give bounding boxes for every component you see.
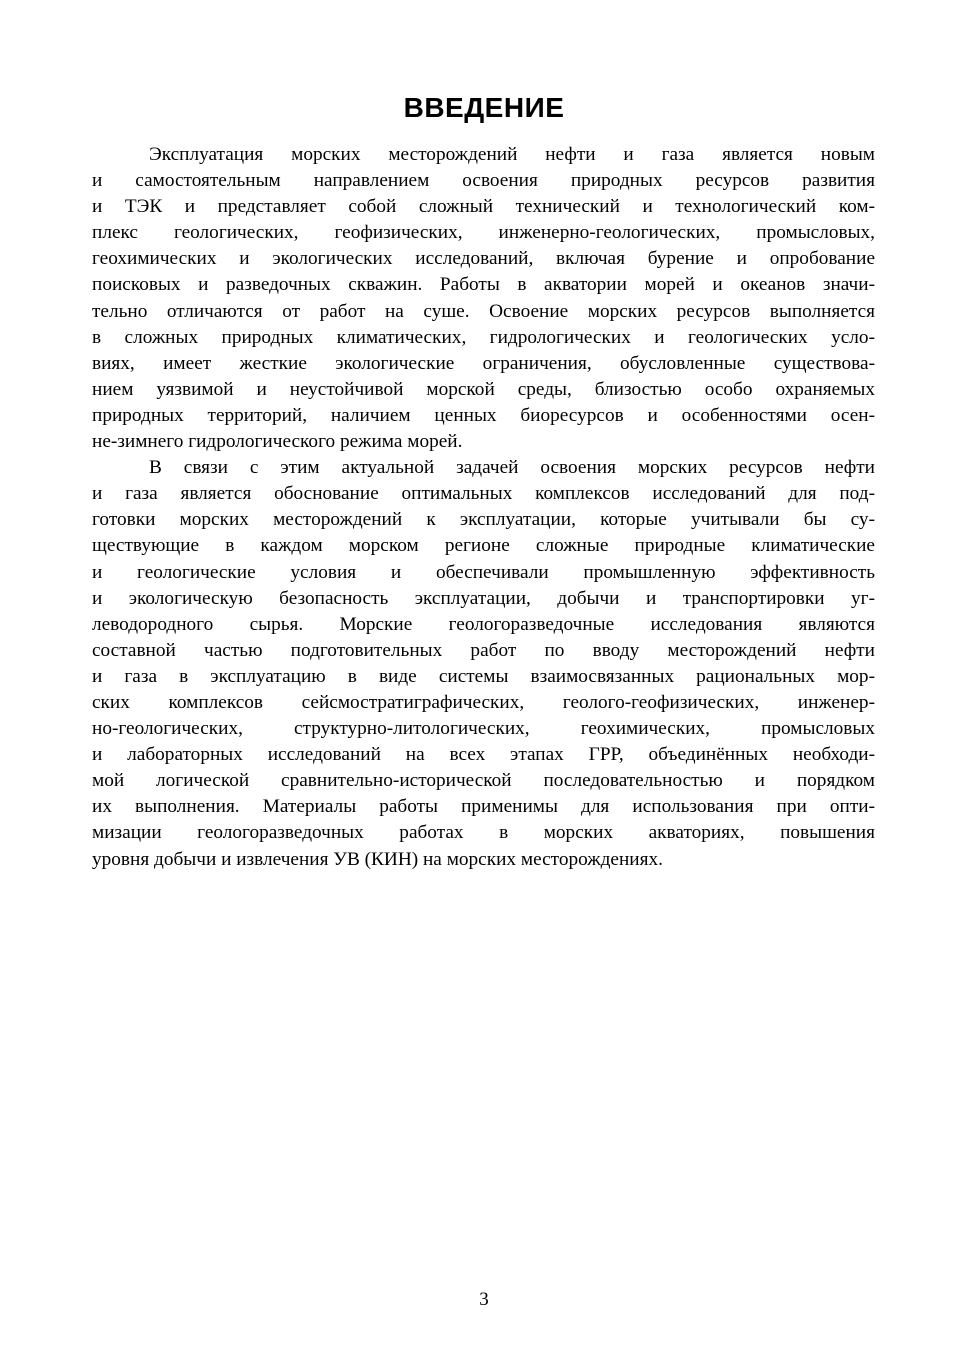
paragraph-2 [92, 455, 875, 873]
paragraph-line: геохимических и экологических исследований, включая бурение и опробование [92, 248, 875, 270]
paragraph-line: поисковых и разведочных скважин. Работы в акватории морей и океанов значи- [92, 274, 875, 296]
paragraph-line: Эксплуатация морских месторождений нефти и газа является новым [149, 144, 875, 165]
paragraph-line: виях, имеет жесткие экологические ограничения, обусловленные существова- [92, 352, 875, 374]
paragraph-line: и газа является обоснование оптимальных комплексов исследований для под- [92, 483, 875, 505]
page-number: 3 [479, 1289, 489, 1310]
paragraph-line: мизации геологоразведочных работах в морских акваториях, повышения [92, 822, 875, 844]
paragraph-line: природных территорий, наличием ценных биоресурсов и особенностями осен- [92, 404, 875, 426]
paragraph-line: ществующие в каждом морском регионе сложные природные климатические [92, 535, 875, 557]
paragraph-line: нием уязвимой и неустойчивой морской среды, близостью особо охраняемых [92, 378, 875, 400]
paragraph-line: и ТЭК и представляет собой сложный технический и технологический ком- [92, 196, 875, 218]
paragraph-line: и экологическую безопасность эксплуатации, добычи и транспортировки уг- [92, 587, 875, 609]
paragraph-line: ских комплексов сейсмостратиграфических, геолого-геофизических, инженер- [92, 691, 875, 713]
paragraph-line: составной частью подготовительных работ по вводу месторождений нефти [92, 639, 875, 661]
paragraph-line: В связи с этим актуальной задачей освоения морских ресурсов нефти [149, 457, 875, 479]
body-text [92, 142, 875, 873]
paragraph-line: мой логической сравнительно-исторической последовательностью и порядком [92, 770, 875, 792]
page-title: ВВЕДЕНИЕ [403, 92, 565, 123]
paragraph-line: но-геологических, структурно-литологических, геохимических, промысловых [92, 718, 875, 740]
paragraph-line: готовки морских месторождений к эксплуатации, которые учитывали бы су- [92, 509, 875, 531]
paragraph-line: в сложных природных климатических, гидрологических и геологических усло- [92, 326, 875, 348]
paragraph-line: уровня добычи и извлечения УВ (КИН) на морских месторождениях. [92, 848, 663, 870]
paragraph-line: и геологические условия и обеспечивали промышленную эффективность [92, 561, 875, 583]
paragraph-line: тельно отличаются от работ на суше. Освоение морских ресурсов выполняется [92, 300, 875, 322]
paragraph-line: и газа в эксплуатацию в виде системы взаимосвязанных рациональных мор- [92, 665, 875, 687]
paragraph-line: и самостоятельным направлением освоения природных ресурсов развития [92, 170, 875, 192]
paragraph-line: не-зимнего гидрологического режима морей. [92, 431, 463, 453]
paragraph-line: их выполнения. Материалы работы применимы для использования при опти- [92, 796, 875, 818]
paragraph-1 [92, 142, 875, 455]
paragraph-line: плекс геологических, геофизических, инженерно-геологических, промысловых, [92, 222, 875, 244]
paragraph-line: и лабораторных исследований на всех этапах ГРР, объединённых необходи- [92, 744, 875, 766]
paragraph-line: леводородного сырья. Морские геологоразведочные исследования являются [92, 613, 875, 635]
